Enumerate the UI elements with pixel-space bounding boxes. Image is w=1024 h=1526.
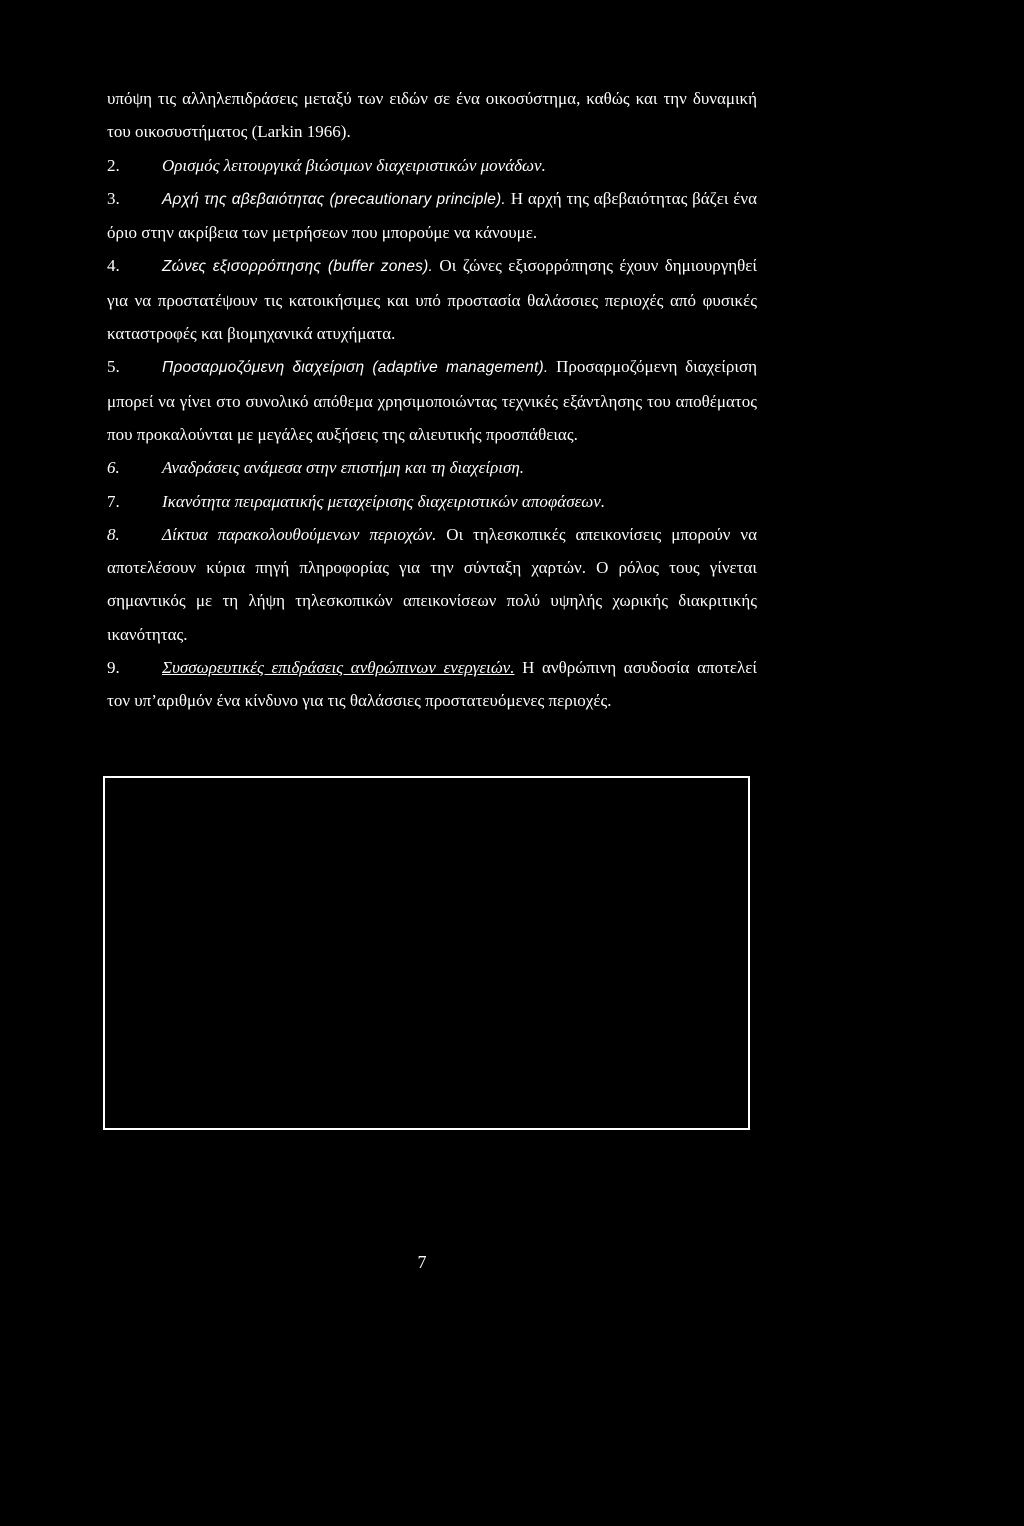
list-number: 4. (107, 256, 120, 276)
list-term: Αναδράσεις ανάμεσα στην επιστήμη και τη διαχείριση. (162, 458, 525, 478)
list-term: Δίκτυα παρακολουθούμενων περιοχών. (162, 524, 437, 544)
list-item-4 (107, 249, 757, 350)
list-text: Η ανθρώπινη ασυδοσία αποτελεί τον υπ’αριθμόν ένα κίνδυνο για τις θαλάσσιες προστατευόμενες περιοχές. (107, 658, 757, 711)
list-term: Ικανότητα πειραματικής μεταχείρισης διαχειριστικών αποφάσεων. (162, 491, 606, 511)
document-body (107, 82, 757, 718)
list-term: Ζώνες εξισορρόπησης (buffer zones). (162, 258, 433, 276)
list-term: Ορισμός λειτουργικά βιώσιμων διαχειριστικών μονάδων. (162, 155, 546, 175)
list-number: 6. (107, 458, 120, 478)
list-text: Η αρχή της αβεβαιότητας βάζει ένα όριο στην ακρίβεια των μετρήσεων που μπορούμε να κάνουμε. (107, 188, 757, 243)
list-term: Συσσωρευτικές επιδράσεις ανθρώπινων ενεργειών. (162, 658, 515, 678)
list-number: 9. (107, 658, 120, 678)
figure-frame (103, 776, 750, 1130)
list-term: Προσαρμοζόμενη διαχείριση (adaptive management). (162, 359, 549, 377)
paragraph-text: υπόψη τις αλληλεπιδράσεις μεταξύ των ειδών σε ένα οικοσύστημα, καθώς και την δυναμική του οικοσυστήματος (Larkin 1966). (107, 89, 757, 142)
list-item-7 (107, 485, 757, 518)
list-item-5 (107, 350, 757, 451)
list-number: 7. (107, 491, 120, 511)
paragraph-intro (107, 82, 757, 149)
list-item-2 (107, 149, 757, 182)
list-item-8 (107, 518, 757, 651)
list-number: 5. (107, 357, 120, 377)
list-item-9 (107, 651, 757, 718)
list-text: Οι τηλεσκοπικές απεικονίσεις μπορούν να αποτελέσουν κύρια πηγή πληροφορίας για την σύνταξη χαρτών. Ο ρόλος τους γίνεται σημαντικός με τη λήψη τηλεσκοπικών απεικονίσεων πολύ υψηλής χωρικής διακριτικής ικανότητας. (107, 524, 757, 644)
list-text: Προσαρμοζόμενη διαχείριση μπορεί να γίνει στο συνολικό απόθεμα χρησιμοποιώντας τεχνικές εξάντλησης του αποθέματος που προκαλούνται με μεγάλες αυξήσεις της αλιευτικής προσπάθειας. (107, 357, 757, 444)
list-item-3 (107, 182, 757, 250)
list-number: 3. (107, 188, 120, 208)
list-text: Οι ζώνες εξισορρόπησης έχουν δημιουργηθεί για να προστατέψουν τις κατοικήσιμες και υπό προστασία θαλάσσιες περιοχές από φυσικές καταστροφές και βιομηχανικά ατυχήματα. (107, 256, 757, 344)
page-number: 7 (417, 1252, 427, 1272)
list-item-6 (107, 451, 757, 484)
list-number: 2. (107, 155, 120, 175)
list-term: Αρχή της αβεβαιότητας (precautionary principle). (162, 190, 506, 208)
list-number: 8. (107, 524, 120, 544)
